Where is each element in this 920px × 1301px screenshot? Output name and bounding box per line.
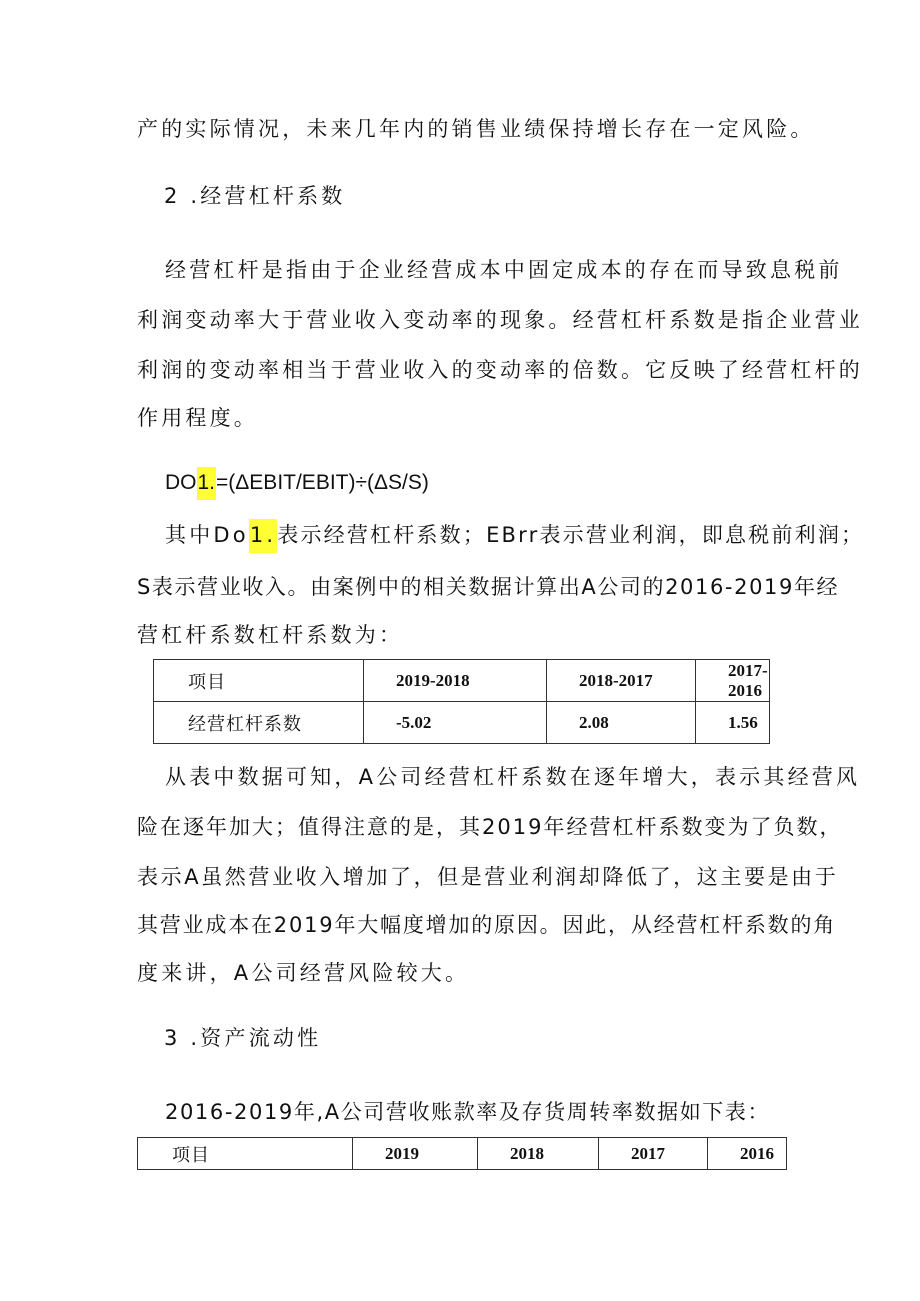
paragraph-line: 险在逐年加大；值得注意的是，其2019年经营杠杆系数变为了负数， [137,815,843,839]
paragraph-line: S表示营业收入。由案例中的相关数据计算出A公司的2016-2019年经 [137,575,840,599]
table-header-cell: 2018 [478,1138,599,1170]
formula-prefix: DO [165,471,197,494]
paragraph-line: 利润变动率大于营业收入变动率的现象。经营杠杆系数是指企业营业 [137,308,863,332]
paragraph-line: 2016-2019年,A公司营收账款率及存货周转率数据如下表： [165,1100,771,1124]
table-header-cell: 2017-2016 [696,660,770,702]
section-heading-3: 3 .资产流动性 [164,1026,322,1050]
formula-dol [165,472,429,493]
formula-body: =(ΔEBIT/EBIT)÷(ΔS/S) [216,471,429,494]
paragraph-line: 经营杠杆是指由于企业经营成本中固定成本的存在而导致息税前 [165,258,843,282]
paragraph-line: 度来讲，A公司经营风险较大。 [137,961,470,985]
table-header-cell: 2016 [708,1138,787,1170]
turnover-table [137,1137,787,1170]
paragraph-line: 从表中数据可知，A公司经营杠杆系数在逐年增大，表示其经营风 [165,765,861,789]
table-cell: 经营杠杆系数 [154,702,364,744]
table-header-cell: 2019 [353,1138,478,1170]
table-header-cell: 2018-2017 [547,660,696,702]
table-row [154,702,770,744]
paragraph-line: 其营业成本在2019年大幅度增加的原因。因此，从经营杠杆系数的角 [137,913,837,937]
paragraph-line: 作用程度。 [137,406,258,430]
table-cell: 1.56 [696,702,770,744]
table-cell: 2.08 [547,702,696,744]
table-header-cell: 2017 [599,1138,708,1170]
paragraph-line: 利润的变动率相当于营业收入的变动率的倍数。它反映了经营杠杆的 [137,358,863,382]
table-header-cell: 2019-2018 [364,660,547,702]
table-header-cell: 项目 [154,660,364,702]
text-run: 其中Do [165,523,249,547]
table-header-cell: 项目 [138,1138,353,1170]
leverage-table [153,659,770,744]
paragraph-line [165,525,864,546]
paragraph-line: 营杠杆系数杠杆系数为： [137,623,404,647]
table-cell: -5.02 [364,702,547,744]
section-heading-2: 2 .经营杠杆系数 [164,184,346,208]
text-highlight: 1. [249,519,277,553]
table-header-row [154,660,770,702]
paragraph-line: 产的实际情况，未来几年内的销售业绩保持增长存在一定风险。 [137,117,815,141]
formula-highlight: 1. [197,467,217,500]
table-header-row [138,1138,787,1170]
paragraph-line: 表示A虽然营业收入增加了，但是营业利润却降低了，这主要是由于 [137,865,839,889]
text-run: 表示经营杠杆系数；EBrr表示营业利润，即息税前利润； [277,523,865,547]
